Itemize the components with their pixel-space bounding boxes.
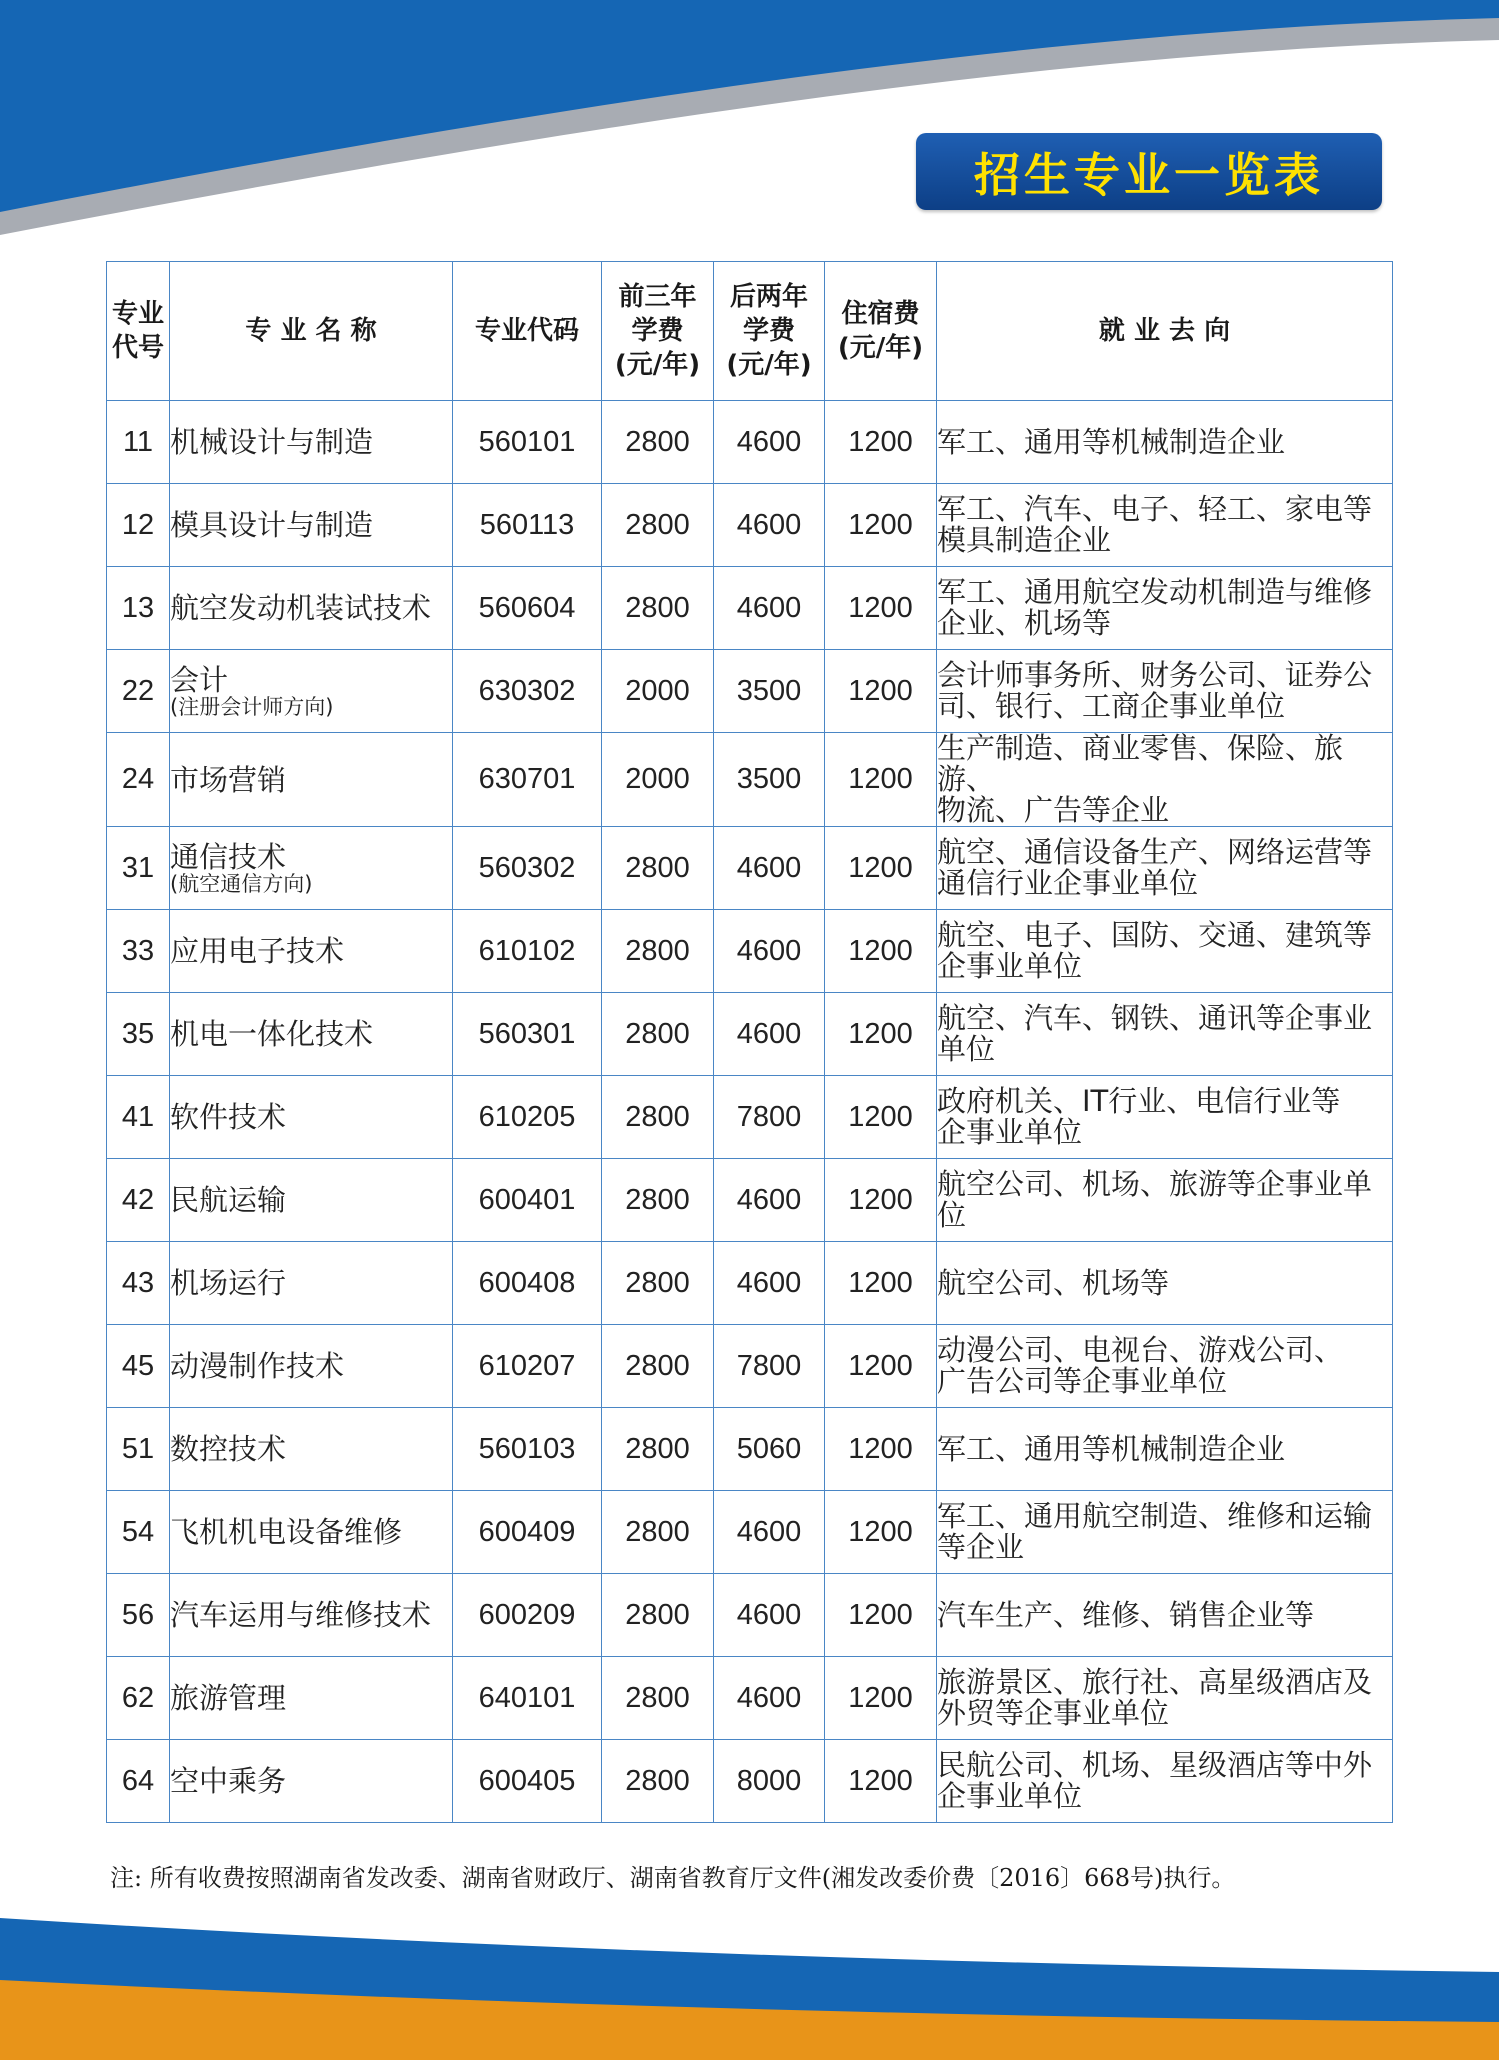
major-number: 51 <box>107 1408 170 1491</box>
fee-first-three-years: 2000 <box>602 733 714 827</box>
fee-first-three-years: 2800 <box>602 1408 714 1491</box>
major-name: 通信技术 (航空通信方向) <box>170 827 453 910</box>
fee-first-three-years: 2800 <box>602 1159 714 1242</box>
major-name: 飞机机电设备维修 <box>170 1491 453 1574</box>
header-first-three-years-fee: 前三年 学费 (元/年) <box>602 262 714 401</box>
table-row <box>107 1159 1393 1242</box>
table-row <box>107 993 1393 1076</box>
dorm-fee: 1200 <box>825 1740 937 1823</box>
table-row <box>107 484 1393 567</box>
fee-first-three-years: 2800 <box>602 910 714 993</box>
major-name: 数控技术 <box>170 1408 453 1491</box>
fee-last-two-years: 4600 <box>714 993 825 1076</box>
header-major-name: 专 业 名 称 <box>170 262 453 401</box>
table-row <box>107 650 1393 733</box>
fee-first-three-years: 2800 <box>602 401 714 484</box>
major-number: 56 <box>107 1574 170 1657</box>
major-name: 软件技术 <box>170 1076 453 1159</box>
major-code: 560103 <box>453 1408 602 1491</box>
footnote: 注: 所有收费按照湖南省发改委、湖南省财政厅、湖南省教育厅文件(湘发改委价费〔2016〕668号)执行。 <box>110 1864 1236 1892</box>
fee-last-two-years: 4600 <box>714 910 825 993</box>
major-code: 630701 <box>453 733 602 827</box>
dorm-fee: 1200 <box>825 1242 937 1325</box>
table-row <box>107 1242 1393 1325</box>
header-major-number: 专业 代号 <box>107 262 170 401</box>
fee-last-two-years: 4600 <box>714 1491 825 1574</box>
major-name: 航空发动机装试技术 <box>170 567 453 650</box>
fee-last-two-years: 4600 <box>714 1657 825 1740</box>
table-row <box>107 1408 1393 1491</box>
employment-direction: 军工、通用等机械制造企业 <box>937 401 1393 484</box>
major-number: 24 <box>107 733 170 827</box>
major-name: 旅游管理 <box>170 1657 453 1740</box>
major-number: 22 <box>107 650 170 733</box>
major-code: 560113 <box>453 484 602 567</box>
fee-last-two-years: 8000 <box>714 1740 825 1823</box>
dorm-fee: 1200 <box>825 993 937 1076</box>
employment-direction: 航空公司、机场等 <box>937 1242 1393 1325</box>
dorm-fee: 1200 <box>825 1408 937 1491</box>
dorm-fee: 1200 <box>825 1325 937 1408</box>
fee-first-three-years: 2000 <box>602 650 714 733</box>
major-number: 45 <box>107 1325 170 1408</box>
major-number: 54 <box>107 1491 170 1574</box>
major-name: 机电一体化技术 <box>170 993 453 1076</box>
employment-direction: 旅游景区、旅行社、高星级酒店及 外贸等企事业单位 <box>937 1657 1393 1740</box>
major-number: 42 <box>107 1159 170 1242</box>
fee-first-three-years: 2800 <box>602 1242 714 1325</box>
employment-direction: 动漫公司、电视台、游戏公司、 广告公司等企事业单位 <box>937 1325 1393 1408</box>
dorm-fee: 1200 <box>825 567 937 650</box>
header-employment: 就 业 去 向 <box>937 262 1393 401</box>
header-dorm-fee: 住宿费 (元/年) <box>825 262 937 401</box>
table-row <box>107 1325 1393 1408</box>
fee-first-three-years: 2800 <box>602 484 714 567</box>
fee-first-three-years: 2800 <box>602 1574 714 1657</box>
major-code: 560301 <box>453 993 602 1076</box>
table-row <box>107 910 1393 993</box>
bottom-banner-decoration <box>0 1910 1499 2060</box>
major-name: 会计 (注册会计师方向) <box>170 650 453 733</box>
major-number: 33 <box>107 910 170 993</box>
major-number: 13 <box>107 567 170 650</box>
major-code: 610205 <box>453 1076 602 1159</box>
fee-first-three-years: 2800 <box>602 1076 714 1159</box>
table-row <box>107 1574 1393 1657</box>
major-number: 43 <box>107 1242 170 1325</box>
employment-direction: 军工、通用航空制造、维修和运输 等企业 <box>937 1491 1393 1574</box>
dorm-fee: 1200 <box>825 733 937 827</box>
dorm-fee: 1200 <box>825 401 937 484</box>
dorm-fee: 1200 <box>825 1491 937 1574</box>
employment-direction: 汽车生产、维修、销售企业等 <box>937 1574 1393 1657</box>
major-number: 12 <box>107 484 170 567</box>
fee-last-two-years: 7800 <box>714 1076 825 1159</box>
fee-last-two-years: 4600 <box>714 1242 825 1325</box>
major-number: 64 <box>107 1740 170 1823</box>
fee-last-two-years: 4600 <box>714 484 825 567</box>
major-code: 560302 <box>453 827 602 910</box>
major-name: 空中乘务 <box>170 1740 453 1823</box>
employment-direction: 航空、通信设备生产、网络运营等 通信行业企事业单位 <box>937 827 1393 910</box>
fee-last-two-years: 5060 <box>714 1408 825 1491</box>
employment-direction: 军工、汽车、电子、轻工、家电等 模具制造企业 <box>937 484 1393 567</box>
dorm-fee: 1200 <box>825 827 937 910</box>
major-code: 640101 <box>453 1657 602 1740</box>
fee-last-two-years: 3500 <box>714 733 825 827</box>
fee-first-three-years: 2800 <box>602 567 714 650</box>
table-row <box>107 567 1393 650</box>
fee-first-three-years: 2800 <box>602 827 714 910</box>
table-row <box>107 1740 1393 1823</box>
header-major-code: 专业代码 <box>453 262 602 401</box>
header-last-two-years-fee: 后两年 学费 (元/年) <box>714 262 825 401</box>
major-name: 市场营销 <box>170 733 453 827</box>
employment-direction: 政府机关、IT行业、电信行业等 企事业单位 <box>937 1076 1393 1159</box>
fee-first-three-years: 2800 <box>602 1325 714 1408</box>
table-row <box>107 401 1393 484</box>
dorm-fee: 1200 <box>825 484 937 567</box>
major-number: 62 <box>107 1657 170 1740</box>
fee-first-three-years: 2800 <box>602 993 714 1076</box>
major-name: 汽车运用与维修技术 <box>170 1574 453 1657</box>
title-banner <box>916 133 1382 210</box>
major-name: 民航运输 <box>170 1159 453 1242</box>
major-number: 41 <box>107 1076 170 1159</box>
table-row <box>107 733 1393 827</box>
dorm-fee: 1200 <box>825 1574 937 1657</box>
major-name: 机械设计与制造 <box>170 401 453 484</box>
major-name: 应用电子技术 <box>170 910 453 993</box>
employment-direction: 军工、通用航空发动机制造与维修 企业、机场等 <box>937 567 1393 650</box>
employment-direction: 航空、电子、国防、交通、建筑等 企事业单位 <box>937 910 1393 993</box>
employment-direction: 军工、通用等机械制造企业 <box>937 1408 1393 1491</box>
dorm-fee: 1200 <box>825 910 937 993</box>
fee-last-two-years: 4600 <box>714 827 825 910</box>
employment-direction: 会计师事务所、财务公司、证券公 司、银行、工商企事业单位 <box>937 650 1393 733</box>
fee-last-two-years: 3500 <box>714 650 825 733</box>
major-name: 模具设计与制造 <box>170 484 453 567</box>
major-code: 560101 <box>453 401 602 484</box>
fee-first-three-years: 2800 <box>602 1491 714 1574</box>
major-number: 35 <box>107 993 170 1076</box>
dorm-fee: 1200 <box>825 1076 937 1159</box>
major-code: 600209 <box>453 1574 602 1657</box>
major-code: 600409 <box>453 1491 602 1574</box>
majors-table <box>106 261 1393 1823</box>
dorm-fee: 1200 <box>825 650 937 733</box>
major-code: 560604 <box>453 567 602 650</box>
fee-first-three-years: 2800 <box>602 1740 714 1823</box>
major-name: 机场运行 <box>170 1242 453 1325</box>
employment-direction: 航空公司、机场、旅游等企事业单位 <box>937 1159 1393 1242</box>
major-code: 610102 <box>453 910 602 993</box>
fee-last-two-years: 7800 <box>714 1325 825 1408</box>
major-name: 动漫制作技术 <box>170 1325 453 1408</box>
employment-direction: 民航公司、机场、星级酒店等中外 企事业单位 <box>937 1740 1393 1823</box>
table-row <box>107 827 1393 910</box>
major-number: 31 <box>107 827 170 910</box>
dorm-fee: 1200 <box>825 1657 937 1740</box>
fee-last-two-years: 4600 <box>714 1574 825 1657</box>
employment-direction: 生产制造、商业零售、保险、旅游、 物流、广告等企业 <box>937 733 1393 827</box>
dorm-fee: 1200 <box>825 1159 937 1242</box>
table-header-row <box>107 262 1393 401</box>
major-code: 600401 <box>453 1159 602 1242</box>
major-code: 630302 <box>453 650 602 733</box>
fee-last-two-years: 4600 <box>714 401 825 484</box>
table-row <box>107 1076 1393 1159</box>
fee-last-two-years: 4600 <box>714 1159 825 1242</box>
major-number: 11 <box>107 401 170 484</box>
fee-last-two-years: 4600 <box>714 567 825 650</box>
major-code: 600408 <box>453 1242 602 1325</box>
table-row <box>107 1657 1393 1740</box>
major-code: 610207 <box>453 1325 602 1408</box>
employment-direction: 航空、汽车、钢铁、通讯等企事业单位 <box>937 993 1393 1076</box>
fee-first-three-years: 2800 <box>602 1657 714 1740</box>
page-title: 招生专业一览表 <box>974 147 1324 202</box>
major-code: 600405 <box>453 1740 602 1823</box>
table-row <box>107 1491 1393 1574</box>
